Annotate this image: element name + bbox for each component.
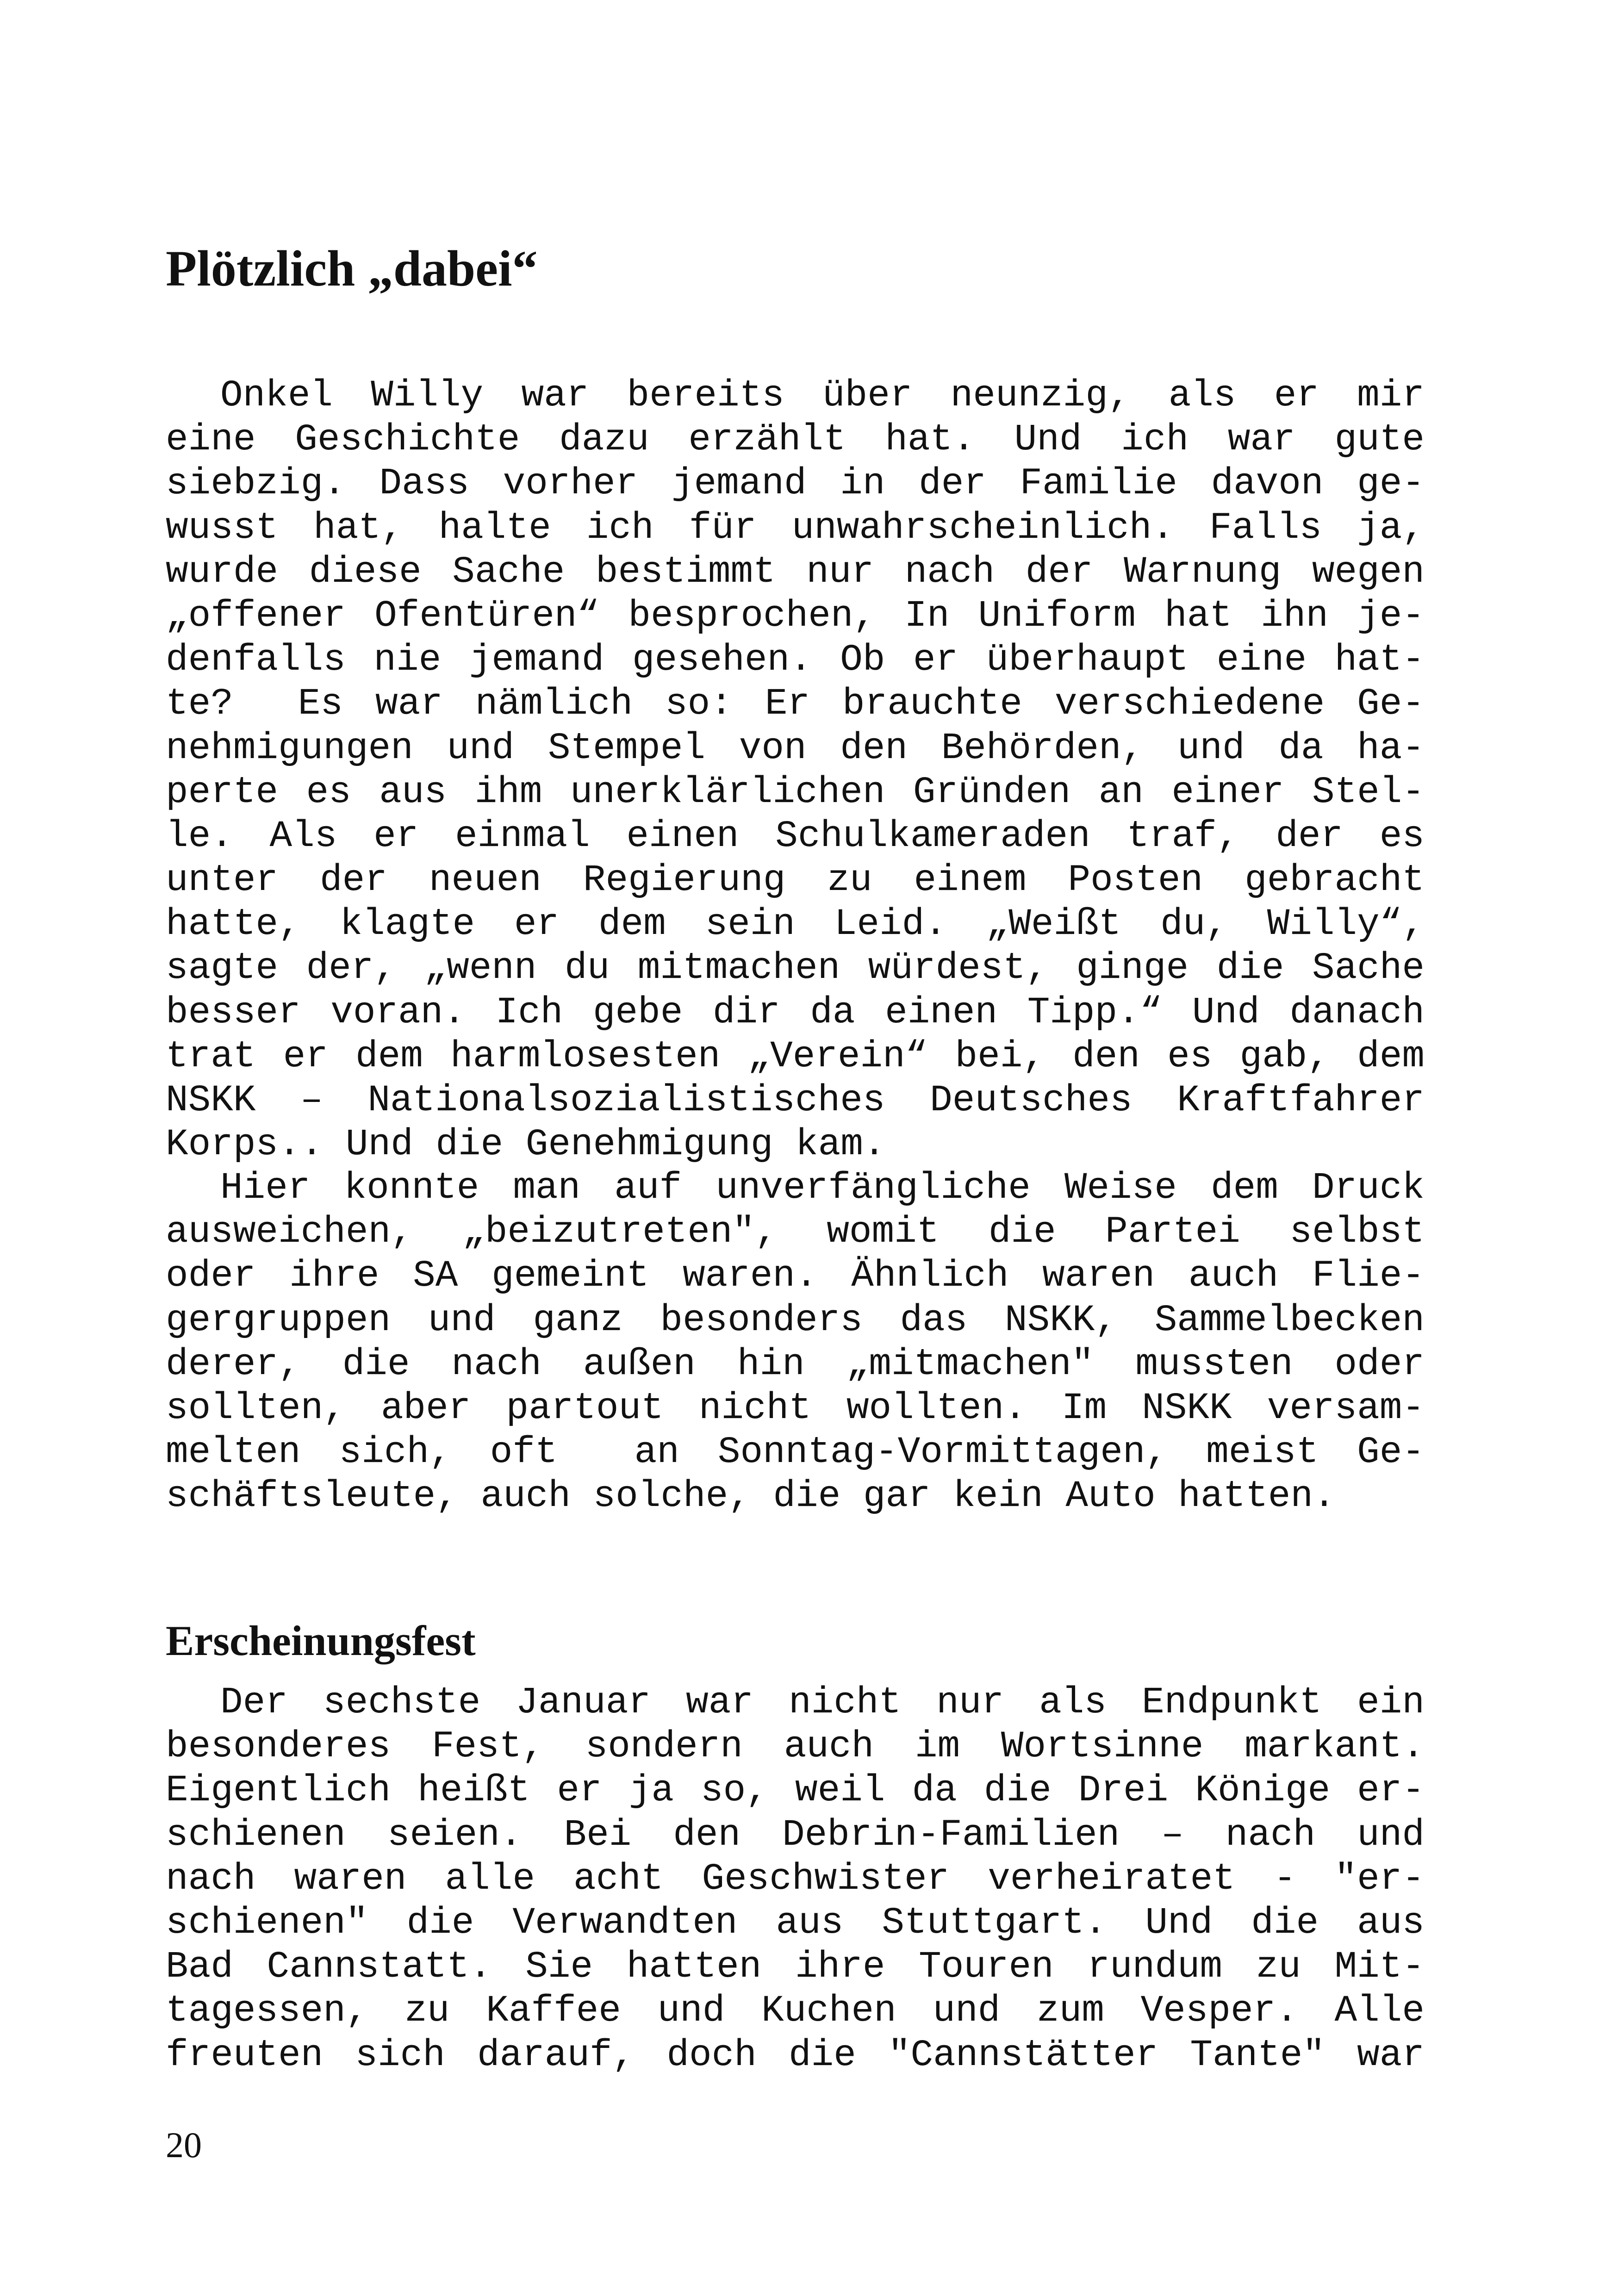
text-line: Onkel Willy war bereits über neunzig, als er mir <box>220 375 1425 417</box>
text-line: „offener Ofentüren“ besprochen, In Uniform hat ihn je- <box>166 595 1425 637</box>
text-line: hatte, klagte er dem sein Leid. „Weißt du, Willy“, <box>166 903 1425 946</box>
text-line: besonderes Fest, sondern auch im Wortsinne markant. <box>166 1726 1425 1768</box>
text-line: perte es aus ihm unerklärlichen Gründen an einer Stel- <box>166 771 1425 814</box>
text-line: schienen" die Verwandten aus Stuttgart. Und die aus <box>166 1902 1425 1944</box>
text-line: oder ihre SA gemeint waren. Ähnlich waren auch Flie- <box>166 1255 1425 1298</box>
text-line: nehmigungen und Stempel von den Behörden, und da ha- <box>166 727 1425 770</box>
text-line: schienen seien. Bei den Debrin-Familien – nach und <box>166 1814 1425 1856</box>
text-line: schäftsleute, auch solche, die gar kein Auto hatten. <box>166 1475 1336 1518</box>
text-line: ausweichen, „beizutreten", womit die Partei selbst <box>166 1211 1425 1254</box>
text-line: melten sich, oft an Sonntag-Vormittagen, meist Ge- <box>166 1431 1425 1474</box>
text-line: Bad Cannstatt. Sie hatten ihre Touren rundum zu Mit- <box>166 1946 1425 1989</box>
section-heading-erscheinungsfest: Erscheinungsfest <box>166 1617 476 1664</box>
text-line: wurde diese Sache bestimmt nur nach der Warnung wegen <box>166 551 1425 593</box>
text-line: nach waren alle acht Geschwister verheiratet - "er- <box>166 1858 1425 1900</box>
text-line: freuten sich darauf, doch die "Cannstätter Tante" war <box>166 2034 1425 2077</box>
text-line: sagte der, „wenn du mitmachen würdest, ginge die Sache <box>166 947 1425 990</box>
text-line: gergruppen und ganz besonders das NSKK, Sammelbecken <box>166 1299 1425 1342</box>
text-line: te? Es war nämlich so: Er brauchte verschiedene Ge- <box>166 683 1425 726</box>
paragraph-sechster-januar <box>166 1681 1425 2078</box>
text-line: unter der neuen Regierung zu einem Posten gebracht <box>166 859 1425 902</box>
text-line: sollten, aber partout nicht wollten. Im NSKK versam- <box>166 1387 1425 1430</box>
page-number: 20 <box>166 2125 202 2165</box>
text-line: NSKK – Nationalsozialistisches Deutsches Kraftfahrer <box>166 1080 1425 1122</box>
text-line: trat er dem harmlosesten „Verein“ bei, den es gab, dem <box>166 1035 1425 1078</box>
text-line: wusst hat, halte ich für unwahrscheinlich. Falls ja, <box>166 507 1425 549</box>
section-heading-ploetzlich-dabei: Plötzlich „dabei“ <box>166 240 538 297</box>
paragraph-nskk <box>166 1166 1425 1519</box>
text-line: tagessen, zu Kaffee und Kuchen und zum Vesper. Alle <box>166 1990 1425 2033</box>
text-line: derer, die nach außen hin „mitmachen" mussten oder <box>166 1343 1425 1386</box>
paragraph-onkel-willy <box>166 374 1425 1167</box>
text-line: besser voran. Ich gebe dir da einen Tipp.“ Und danach <box>166 991 1425 1034</box>
text-line: Eigentlich heißt er ja so, weil da die Drei Könige er- <box>166 1770 1425 1812</box>
text-line: Hier konnte man auf unverfängliche Weise dem Druck <box>220 1167 1425 1209</box>
text-line: eine Geschichte dazu erzählt hat. Und ich war gute <box>166 419 1425 461</box>
text-line: denfalls nie jemand gesehen. Ob er überhaupt eine hat- <box>166 639 1425 682</box>
text-line: Korps.. Und die Genehmigung kam. <box>166 1124 886 1166</box>
text-line: siebzig. Dass vorher jemand in der Familie davon ge- <box>166 463 1425 505</box>
text-line: le. Als er einmal einen Schulkameraden traf, der es <box>166 815 1425 858</box>
text-line: Der sechste Januar war nicht nur als Endpunkt ein <box>220 1682 1425 1724</box>
